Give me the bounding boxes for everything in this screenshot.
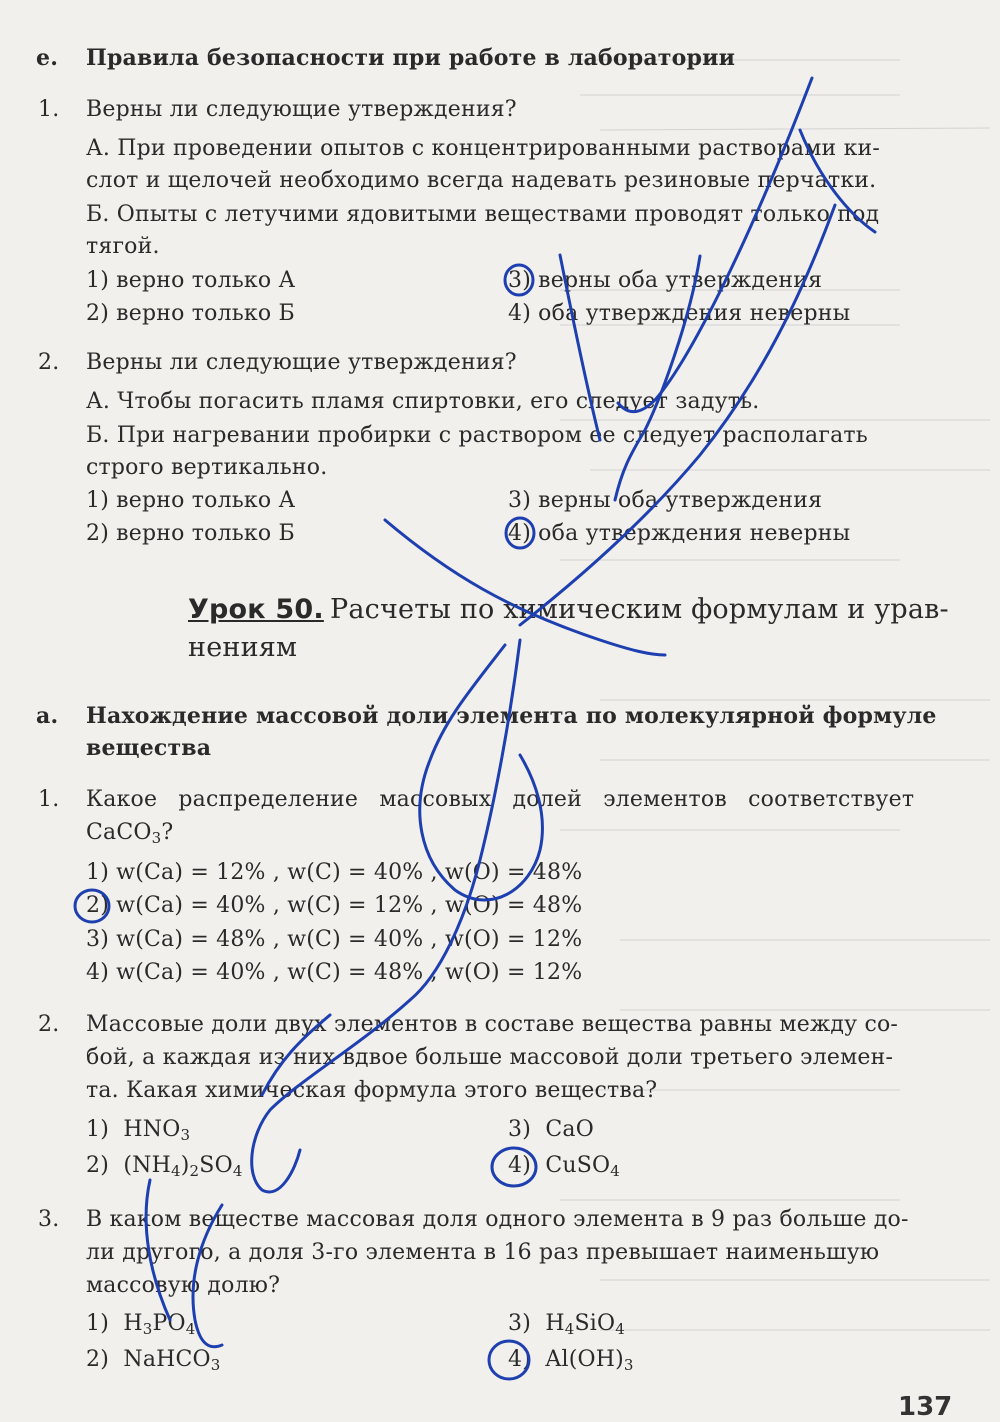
- section-a-title-line1: Нахождение массовой доли элемента по молекулярной формуле: [86, 703, 937, 729]
- pen-stroke: [618, 78, 812, 412]
- section-e-letter: e.: [36, 45, 59, 71]
- q-e1-option-3: 3) верны оба утверждения: [508, 268, 823, 293]
- q-a2-number: 2.: [38, 1012, 60, 1037]
- q-a2-option-1: 1) $HNO_3$: [86, 1117, 191, 1144]
- q-a2-line3: та. Какая химическая формула этого вещества?: [86, 1078, 658, 1103]
- q-e2-statement-a: А. Чтобы погасить пламя спиртовки, его следует задуть.: [86, 389, 760, 414]
- q-e2-question: Верны ли следующие утверждения?: [86, 350, 517, 375]
- q-a3-option-1: 1) $H_3PO_4$: [86, 1311, 196, 1338]
- q-e1-statement-a-line1: А. При проведении опытов с концентрированными растворами ки-: [86, 136, 881, 161]
- q-a1-number: 1.: [38, 787, 60, 812]
- q-e2-option-1: 1) верно только А: [86, 488, 296, 513]
- q-e1-number: 1.: [38, 97, 60, 122]
- q-a1-option-3: 3) w(Ca) = 48% , w(C) = 40% , w(O) = 12%: [86, 927, 583, 952]
- section-a-letter: а.: [36, 703, 59, 729]
- lesson-title-line2: нениям: [188, 632, 298, 663]
- q-a3-option-4: 4) $Al(OH)_3$: [508, 1347, 634, 1374]
- q-e2-option-2: 2) верно только Б: [86, 521, 295, 546]
- section-a-title-line2: вещества: [86, 735, 212, 761]
- q-e1-option-2: 2) верно только Б: [86, 301, 295, 326]
- lesson-title-line1: Расчеты по химическим формулам и урав-: [330, 594, 949, 625]
- q-e1-question: Верны ли следующие утверждения?: [86, 97, 517, 122]
- section-e-title: Правила безопасности при работе в лаборатории: [86, 45, 736, 71]
- page-number: 137: [898, 1392, 953, 1422]
- q-e1-statement-a-line2: слот и щелочей необходимо всегда надевать резиновые перчатки.: [86, 168, 877, 193]
- q-a3-line1: В каком веществе массовая доля одного элемента в 9 раз больше до-: [86, 1207, 909, 1232]
- q-a3-option-3: 3) $H_4SiO_4$: [508, 1311, 626, 1338]
- q-e2-option-4: 4) оба утверждения неверны: [508, 521, 851, 546]
- q-a3-line2: ли другого, а доля 3-го элемента в 16 раз превышает наименьшую: [86, 1240, 880, 1265]
- q-a2-line2: бой, а каждая из них вдвое больше массовой доли третьего элемен-: [86, 1045, 894, 1070]
- q-a1-option-4: 4) w(Ca) = 40% , w(C) = 48% , w(O) = 12%: [86, 960, 583, 985]
- q-a1-option-1: 1) w(Ca) = 12% , w(C) = 40% , w(O) = 48%: [86, 860, 583, 885]
- q-a3-option-2: 2) NaHCO$_3$: [86, 1347, 221, 1374]
- q-e2-statement-b-line2: строго вертикально.: [86, 455, 328, 480]
- q-a2-option-3: 3) CaO: [508, 1117, 594, 1142]
- q-e1-statement-b-line2: тягой.: [86, 234, 160, 259]
- q-e2-statement-b-line1: Б. При нагревании пробирки с раствором ее следует располагать: [86, 423, 868, 448]
- q-a1-question: Какое распределение массовых долей элементов соответствует: [86, 787, 915, 812]
- q-e1-option-4: 4) оба утверждения неверны: [508, 301, 851, 326]
- q-a1-option-2: 2) w(Ca) = 40% , w(C) = 12% , w(O) = 48%: [86, 893, 583, 918]
- q-a3-number: 3.: [38, 1207, 60, 1232]
- q-a2-option-4: 4) CuSO$_4$: [508, 1153, 621, 1180]
- lesson-label: Урок 50.: [188, 594, 324, 625]
- q-e2-number: 2.: [38, 350, 60, 375]
- q-a2-line1: Массовые доли двух элементов в составе вещества равны между со-: [86, 1012, 899, 1037]
- q-e1-option-1: 1) верно только А: [86, 268, 296, 293]
- q-a2-option-2: 2) $(NH_4)_2SO_4$: [86, 1153, 243, 1180]
- q-e1-statement-b-line1: Б. Опыты с летучими ядовитыми веществами проводят только под: [86, 202, 880, 227]
- q-a3-line3: массовую долю?: [86, 1273, 281, 1298]
- q-a1-formula: CaCO$_3$?: [86, 820, 174, 847]
- q-e2-option-3: 3) верны оба утверждения: [508, 488, 823, 513]
